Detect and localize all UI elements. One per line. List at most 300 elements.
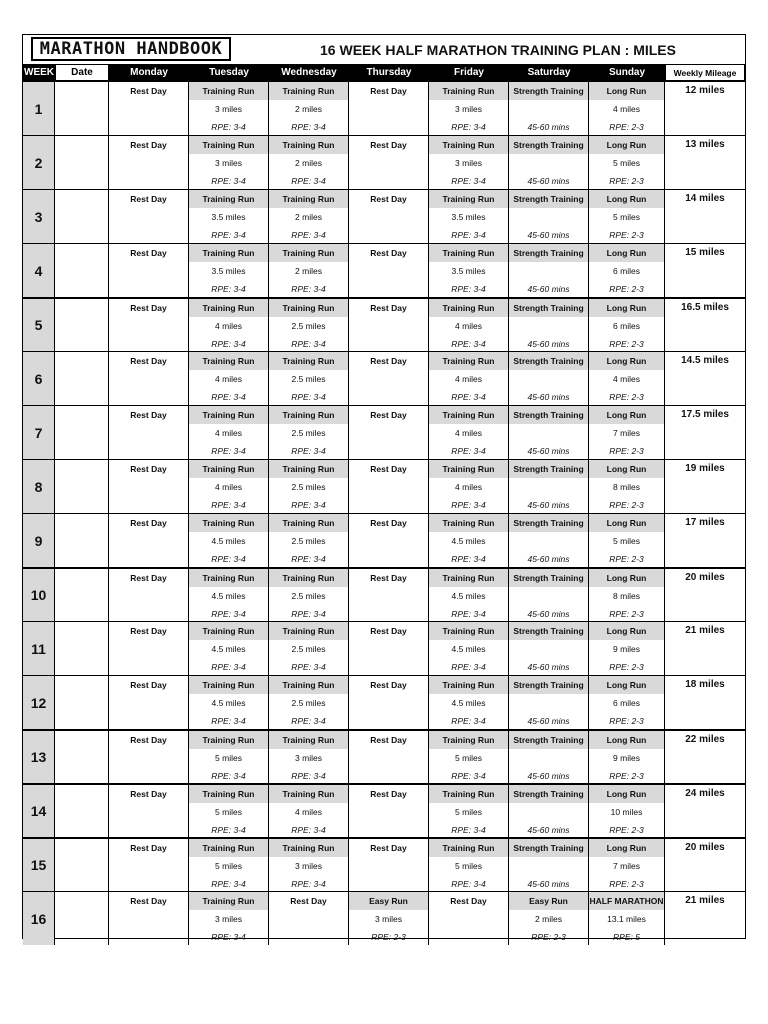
workout-title: Long Run: [589, 352, 664, 370]
weekly-mileage: 21 miles: [685, 625, 725, 636]
week-number: 8: [23, 460, 55, 513]
workout-effort: 45-60 mins: [527, 392, 570, 402]
workout-distance: 4 miles: [455, 428, 482, 438]
day-cell-monday: [109, 460, 189, 513]
day-cell-sunday: [589, 82, 665, 135]
workout-title: Rest Day: [130, 410, 167, 420]
day-cell-tuesday: [189, 731, 269, 783]
day-cell-sunday: [589, 569, 665, 621]
day-cell-monday: [109, 676, 189, 729]
workout-title: Training Run: [269, 514, 348, 532]
workout-title: Strength Training: [509, 514, 588, 532]
workout-effort: RPE: 2-3: [609, 446, 644, 456]
date-cell: [55, 299, 109, 351]
workout-effort: RPE: 2-3: [609, 662, 644, 672]
workout-effort: RPE: 2-3: [609, 392, 644, 402]
day-cell-wednesday: [269, 244, 349, 297]
workout-title: Training Run: [269, 190, 348, 208]
workout-title: Rest Day: [370, 680, 407, 690]
workout-distance: 3.5 miles: [211, 266, 246, 276]
workout-title: Rest Day: [370, 843, 407, 853]
workout-effort: RPE: 3-4: [291, 716, 326, 726]
workout-effort: RPE: 3-4: [291, 500, 326, 510]
day-cell-saturday: [509, 352, 589, 405]
workout-distance: [509, 100, 588, 118]
workout-effort: [109, 496, 188, 514]
workout-title: Strength Training: [509, 299, 588, 317]
week-row: [23, 891, 745, 945]
day-cell-tuesday: [189, 406, 269, 459]
day-cell-friday: [429, 82, 509, 135]
day-cell-saturday: [509, 622, 589, 675]
workout-effort: [109, 172, 188, 190]
workout-distance: 4.5 miles: [211, 698, 246, 708]
day-cell-wednesday: [269, 622, 349, 675]
day-cell-thursday: [349, 785, 429, 837]
week-row: [23, 189, 745, 243]
day-cell-friday: [429, 892, 509, 945]
workout-distance: [509, 640, 588, 658]
workout-effort: 45-60 mins: [527, 230, 570, 240]
workout-effort: [349, 172, 428, 190]
week-number: 7: [23, 406, 55, 459]
workout-effort: RPE: 3-4: [211, 662, 246, 672]
workout-effort: [349, 550, 428, 568]
day-cell-sunday: [589, 190, 665, 243]
workout-effort: RPE: 2-3: [609, 230, 644, 240]
workout-effort: [109, 550, 188, 568]
day-cell-friday: [429, 839, 509, 891]
day-cell-saturday: [509, 190, 589, 243]
day-cell-tuesday: [189, 190, 269, 243]
workout-distance: [509, 317, 588, 335]
workout-distance: 4.5 miles: [211, 536, 246, 546]
workout-effort: RPE: 3-4: [211, 716, 246, 726]
workout-title: Strength Training: [509, 136, 588, 154]
workout-effort: RPE: 3-4: [211, 879, 246, 889]
day-cell-thursday: [349, 299, 429, 351]
workout-title: Rest Day: [130, 86, 167, 96]
workout-distance: [109, 694, 188, 712]
workout-effort: RPE: 3-4: [451, 284, 486, 294]
workout-effort: [349, 118, 428, 136]
date-cell: [55, 514, 109, 567]
workout-effort: RPE: 3-4: [211, 122, 246, 132]
weekly-mileage: 22 miles: [685, 734, 725, 745]
day-cell-wednesday: [269, 460, 349, 513]
workout-title: Strength Training: [509, 785, 588, 803]
workout-distance: 4 miles: [215, 321, 242, 331]
workout-title: Strength Training: [509, 676, 588, 694]
workout-title: Easy Run: [509, 892, 588, 910]
workout-distance: [349, 370, 428, 388]
day-cell-monday: [109, 839, 189, 891]
weekly-mileage: 17 miles: [685, 517, 725, 528]
workout-effort: RPE: 3-4: [451, 122, 486, 132]
workout-effort: RPE: 2-3: [609, 771, 644, 781]
date-cell: [55, 352, 109, 405]
workout-distance: [349, 803, 428, 821]
workout-effort: RPE: 2-3: [609, 122, 644, 132]
workout-effort: RPE: 3-4: [291, 230, 326, 240]
workout-effort: RPE: 3-4: [291, 825, 326, 835]
workout-title: Training Run: [189, 839, 268, 857]
day-cell-tuesday: [189, 82, 269, 135]
training-plan-sheet: [22, 34, 746, 942]
week-row: [23, 837, 745, 891]
workout-distance: 9 miles: [613, 753, 640, 763]
workout-title: Rest Day: [130, 680, 167, 690]
workout-effort: RPE: 3-4: [451, 771, 486, 781]
workout-title: HALF MARATHON: [589, 892, 664, 910]
workout-effort: 45-60 mins: [527, 284, 570, 294]
workout-distance: 5 miles: [455, 807, 482, 817]
day-cell-thursday: [349, 622, 429, 675]
day-cell-sunday: [589, 514, 665, 567]
workout-effort: RPE: 3-4: [451, 554, 486, 564]
workout-title: Strength Training: [509, 190, 588, 208]
workout-title: Training Run: [269, 839, 348, 857]
workout-effort: RPE: 3-4: [291, 122, 326, 132]
week-number: 14: [23, 785, 55, 837]
day-cell-thursday: [349, 136, 429, 189]
week-number: 3: [23, 190, 55, 243]
day-cell-tuesday: [189, 514, 269, 567]
weekly-mileage: 14.5 miles: [681, 355, 729, 366]
day-cell-friday: [429, 676, 509, 729]
workout-effort: [109, 226, 188, 244]
workout-effort: 45-60 mins: [527, 446, 570, 456]
workout-distance: 3.5 miles: [451, 212, 486, 222]
workout-distance: 5 miles: [215, 861, 242, 871]
workout-distance: 5 miles: [215, 753, 242, 763]
workout-distance: [109, 910, 188, 928]
workout-distance: [109, 154, 188, 172]
workout-distance: [509, 478, 588, 496]
workout-title: Rest Day: [130, 735, 167, 745]
workout-effort: 45-60 mins: [527, 122, 570, 132]
workout-title: Training Run: [189, 892, 268, 910]
workout-title: Rest Day: [130, 843, 167, 853]
day-cell-thursday: [349, 352, 429, 405]
week-number: 1: [23, 82, 55, 135]
workout-title: Training Run: [429, 785, 508, 803]
col-date: Date: [56, 65, 108, 80]
workout-title: Rest Day: [370, 518, 407, 528]
day-cell-wednesday: [269, 731, 349, 783]
workout-effort: [349, 226, 428, 244]
workout-distance: 6 miles: [613, 698, 640, 708]
workout-effort: RPE: 2-3: [609, 284, 644, 294]
workout-effort: RPE: 3-4: [291, 284, 326, 294]
day-cell-thursday: [349, 190, 429, 243]
workout-distance: [109, 803, 188, 821]
day-cell-sunday: [589, 299, 665, 351]
weekly-mileage: 12 miles: [685, 85, 725, 96]
workout-distance: [109, 640, 188, 658]
workout-distance: 3.5 miles: [451, 266, 486, 276]
workout-effort: RPE: 2-3: [609, 609, 644, 619]
workout-distance: 2.5 miles: [291, 482, 326, 492]
workout-effort: RPE: 5: [613, 932, 640, 942]
workout-effort: RPE: 3-4: [211, 339, 246, 349]
workout-title: Training Run: [269, 244, 348, 262]
workout-distance: 4.5 miles: [451, 591, 486, 601]
workout-title: Rest Day: [370, 789, 407, 799]
workout-title: Training Run: [429, 676, 508, 694]
day-cell-sunday: [589, 136, 665, 189]
workout-effort: [109, 658, 188, 676]
date-cell: [55, 676, 109, 729]
workout-distance: 5 miles: [613, 212, 640, 222]
header-bar: [23, 35, 745, 64]
workout-title: Rest Day: [130, 248, 167, 258]
workout-title: Training Run: [429, 731, 508, 749]
workout-distance: [349, 100, 428, 118]
workout-distance: [509, 694, 588, 712]
workout-effort: 45-60 mins: [527, 176, 570, 186]
workout-title: Long Run: [589, 569, 664, 587]
weekly-mileage: 21 miles: [685, 895, 725, 906]
day-cell-sunday: [589, 892, 665, 945]
weekly-mileage: 14 miles: [685, 193, 725, 204]
workout-title: Training Run: [269, 299, 348, 317]
workout-effort: RPE: 3-4: [291, 879, 326, 889]
workout-title: Training Run: [429, 514, 508, 532]
workout-distance: 4 miles: [455, 321, 482, 331]
workout-effort: RPE: 3-4: [291, 176, 326, 186]
workout-effort: RPE: 3-4: [211, 932, 246, 942]
workout-effort: RPE: 3-4: [451, 339, 486, 349]
workout-distance: 4.5 miles: [451, 536, 486, 546]
day-cell-monday: [109, 190, 189, 243]
workout-title: Training Run: [269, 352, 348, 370]
day-cell-sunday: [589, 622, 665, 675]
week-row: [23, 621, 745, 675]
day-cell-wednesday: [269, 406, 349, 459]
week-row: [23, 81, 745, 135]
workout-title: Long Run: [589, 190, 664, 208]
day-cell-monday: [109, 82, 189, 135]
workout-effort: RPE: 3-4: [211, 176, 246, 186]
workout-effort: [349, 658, 428, 676]
workout-title: Strength Training: [509, 244, 588, 262]
day-cell-monday: [109, 569, 189, 621]
workout-distance: 4 miles: [215, 428, 242, 438]
date-cell: [55, 190, 109, 243]
workout-distance: [269, 910, 348, 928]
weekly-mileage: 20 miles: [685, 572, 725, 583]
weekly-mileage: 16.5 miles: [681, 302, 729, 313]
workout-distance: [349, 532, 428, 550]
workout-distance: [349, 478, 428, 496]
day-cell-saturday: [509, 460, 589, 513]
workout-effort: RPE: 2-3: [531, 932, 566, 942]
week-number: 6: [23, 352, 55, 405]
date-cell: [55, 136, 109, 189]
workout-effort: RPE: 3-4: [291, 662, 326, 672]
workout-effort: [109, 928, 188, 946]
workout-distance: 3 miles: [455, 104, 482, 114]
workout-title: Training Run: [269, 676, 348, 694]
workout-effort: RPE: 3-4: [451, 879, 486, 889]
workout-distance: [349, 587, 428, 605]
day-cell-friday: [429, 299, 509, 351]
workout-distance: 3 miles: [375, 914, 402, 924]
workout-title: Rest Day: [370, 194, 407, 204]
col-sunday: Sunday: [608, 67, 646, 78]
day-cell-tuesday: [189, 676, 269, 729]
workout-distance: 4 miles: [455, 482, 482, 492]
plan-title: 16 WEEK HALF MARATHON TRAINING PLAN : MILES: [320, 41, 676, 58]
day-cell-monday: [109, 136, 189, 189]
day-cell-friday: [429, 569, 509, 621]
workout-title: Rest Day: [370, 735, 407, 745]
workout-title: Long Run: [589, 676, 664, 694]
workout-distance: 3 miles: [215, 914, 242, 924]
week-row: [23, 243, 745, 297]
day-cell-friday: [429, 460, 509, 513]
workout-effort: RPE: 3-4: [211, 500, 246, 510]
workout-effort: RPE: 3-4: [211, 771, 246, 781]
workout-distance: 7 miles: [613, 861, 640, 871]
workout-title: Training Run: [269, 82, 348, 100]
workout-title: Rest Day: [370, 140, 407, 150]
week-row: [23, 675, 745, 729]
workout-distance: [509, 154, 588, 172]
workout-title: Rest Day: [130, 626, 167, 636]
day-cell-saturday: [509, 569, 589, 621]
day-cell-thursday: [349, 460, 429, 513]
workout-distance: 5 miles: [613, 536, 640, 546]
workout-effort: RPE: 2-3: [609, 554, 644, 564]
workout-title: Training Run: [429, 136, 508, 154]
workout-title: Easy Run: [349, 892, 428, 910]
workout-title: Rest Day: [130, 518, 167, 528]
day-cell-thursday: [349, 244, 429, 297]
weekly-mileage: 20 miles: [685, 842, 725, 853]
workout-effort: RPE: 3-4: [211, 446, 246, 456]
workout-effort: 45-60 mins: [527, 825, 570, 835]
week-number: 9: [23, 514, 55, 567]
workout-effort: RPE: 2-3: [609, 716, 644, 726]
day-cell-tuesday: [189, 839, 269, 891]
day-cell-wednesday: [269, 892, 349, 945]
workout-distance: 6 miles: [613, 266, 640, 276]
workout-distance: 4.5 miles: [211, 591, 246, 601]
workout-effort: 45-60 mins: [527, 500, 570, 510]
workout-effort: [429, 928, 508, 946]
weekly-mileage: 17.5 miles: [681, 409, 729, 420]
day-cell-monday: [109, 785, 189, 837]
workout-distance: 4.5 miles: [211, 644, 246, 654]
workout-title: Training Run: [429, 299, 508, 317]
workout-distance: [509, 532, 588, 550]
workout-distance: [509, 749, 588, 767]
workout-distance: 4 miles: [295, 807, 322, 817]
workout-effort: RPE: 3-4: [291, 392, 326, 402]
workout-title: Strength Training: [509, 406, 588, 424]
weekly-mileage: 13 miles: [685, 139, 725, 150]
workout-title: Training Run: [189, 136, 268, 154]
workout-title: Strength Training: [509, 352, 588, 370]
weekly-mileage: 24 miles: [685, 788, 725, 799]
workout-title: Training Run: [429, 569, 508, 587]
workout-title: Strength Training: [509, 839, 588, 857]
workout-effort: RPE: 3-4: [291, 446, 326, 456]
workout-title: Rest Day: [130, 140, 167, 150]
date-cell: [55, 460, 109, 513]
workout-distance: 4 miles: [613, 104, 640, 114]
workout-distance: [109, 370, 188, 388]
day-cell-saturday: [509, 136, 589, 189]
day-cell-monday: [109, 731, 189, 783]
workout-effort: RPE: 3-4: [211, 230, 246, 240]
week-row: [23, 297, 745, 351]
workout-title: Training Run: [189, 785, 268, 803]
workout-title: Rest Day: [130, 303, 167, 313]
workout-distance: 4.5 miles: [451, 644, 486, 654]
column-header-row: [23, 64, 745, 81]
workout-distance: [509, 208, 588, 226]
week-number: 16: [23, 892, 55, 945]
workout-title: Training Run: [189, 82, 268, 100]
day-cell-sunday: [589, 676, 665, 729]
workout-effort: 45-60 mins: [527, 716, 570, 726]
workout-distance: 3 miles: [295, 753, 322, 763]
day-cell-saturday: [509, 731, 589, 783]
week-row: [23, 459, 745, 513]
workout-effort: RPE: 2-3: [609, 825, 644, 835]
day-cell-sunday: [589, 406, 665, 459]
workout-title: Training Run: [269, 460, 348, 478]
workout-effort: [109, 442, 188, 460]
day-cell-wednesday: [269, 190, 349, 243]
day-cell-tuesday: [189, 785, 269, 837]
day-cell-saturday: [509, 514, 589, 567]
workout-distance: [509, 262, 588, 280]
workout-effort: RPE: 3-4: [211, 392, 246, 402]
day-cell-monday: [109, 514, 189, 567]
week-row: [23, 729, 745, 783]
workout-title: Rest Day: [370, 86, 407, 96]
workout-distance: [349, 317, 428, 335]
col-monday: Monday: [130, 67, 168, 78]
day-cell-sunday: [589, 731, 665, 783]
week-number: 2: [23, 136, 55, 189]
day-cell-wednesday: [269, 299, 349, 351]
workout-effort: [109, 118, 188, 136]
workout-distance: 2 miles: [295, 212, 322, 222]
workout-effort: RPE: 3-4: [211, 609, 246, 619]
day-cell-saturday: [509, 299, 589, 351]
workout-effort: RPE: 2-3: [371, 932, 406, 942]
workout-distance: [109, 100, 188, 118]
workout-distance: 8 miles: [613, 482, 640, 492]
workout-title: Long Run: [589, 82, 664, 100]
workout-title: Training Run: [429, 839, 508, 857]
workout-title: Training Run: [189, 244, 268, 262]
workout-distance: 4.5 miles: [451, 698, 486, 708]
workout-title: Training Run: [429, 82, 508, 100]
day-cell-thursday: [349, 839, 429, 891]
workout-distance: 5 miles: [215, 807, 242, 817]
workout-title: Training Run: [429, 190, 508, 208]
workout-title: Rest Day: [370, 573, 407, 583]
week-number: 13: [23, 731, 55, 783]
workout-effort: 45-60 mins: [527, 662, 570, 672]
date-cell: [55, 731, 109, 783]
